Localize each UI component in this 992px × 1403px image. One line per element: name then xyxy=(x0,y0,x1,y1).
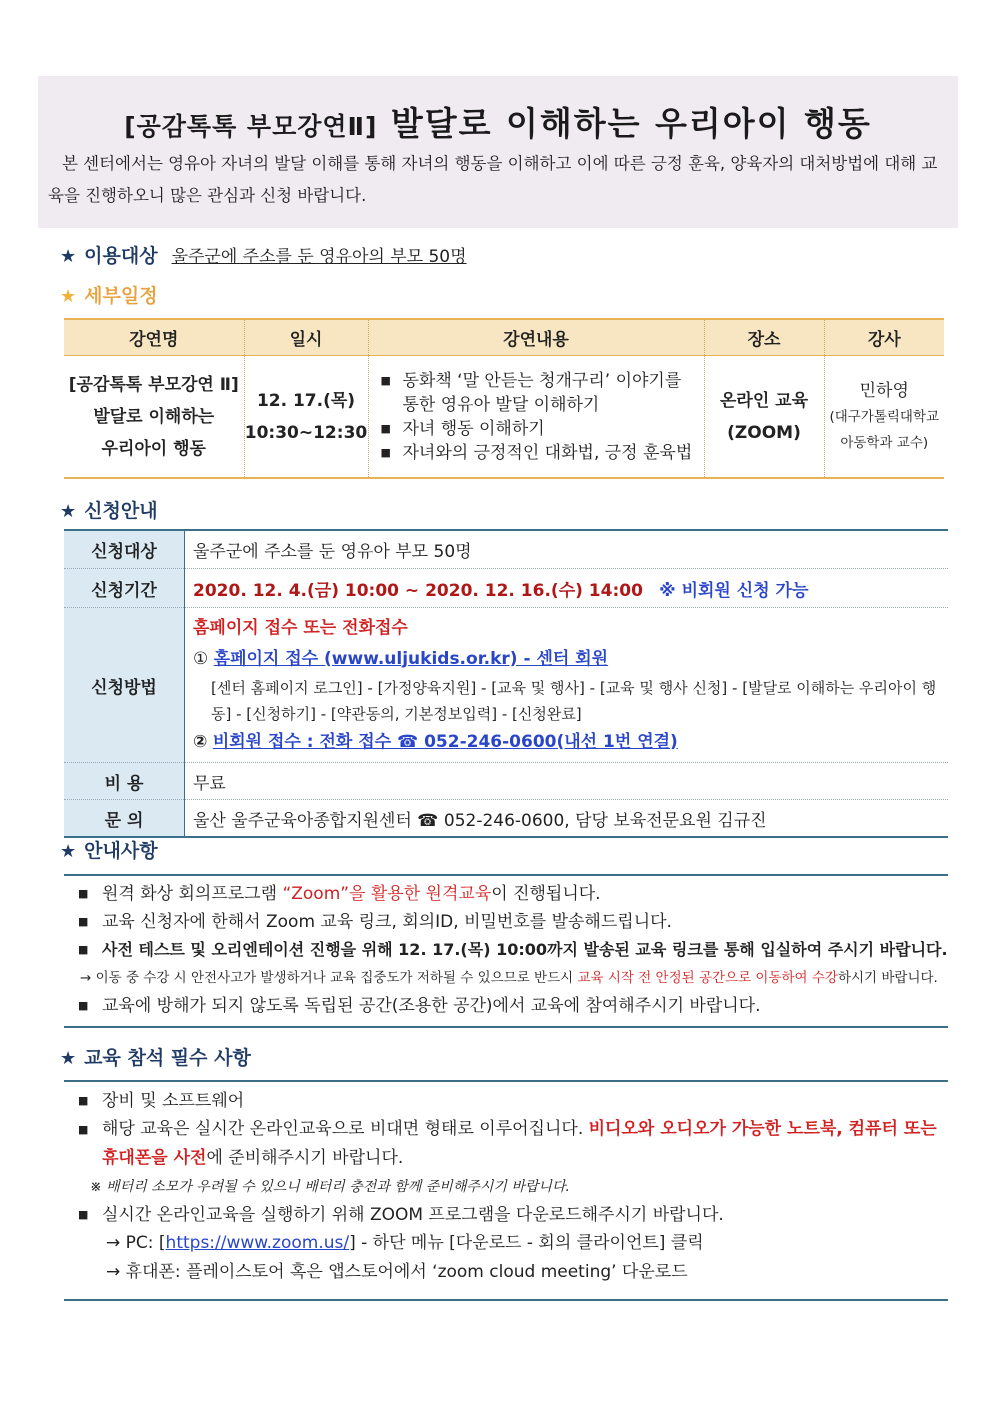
section-required-label: 교육 참석 필수 사항 xyxy=(84,1047,251,1069)
required-item: ■ 장비 및 소프트웨어 xyxy=(76,1087,956,1115)
notice-list xyxy=(76,880,956,1020)
notice-item-emphasis: ■ 사전 테스트 및 오리엔테이션 진행을 위해 12. 17.(목) 10:00까지 발송된 교육 링크를 통해 입실하여 주시기 바랍니다. xyxy=(76,936,956,964)
star-icon: ★ xyxy=(60,246,77,267)
section-apply-label: 신청안내 xyxy=(84,500,158,522)
lecture-content-cell xyxy=(368,356,704,479)
lecture-time: 10:30~12:30 xyxy=(244,422,368,443)
apply-row-fee xyxy=(64,763,948,800)
required-text: 에 준비해주시기 바랍니다. xyxy=(206,1148,404,1168)
schedule-col-place: 장소 xyxy=(704,319,824,356)
apply-row-target xyxy=(64,530,948,569)
apply-period-label: 신청기간 xyxy=(64,569,185,608)
method-head: 홈페이지 접수 또는 전화접수 xyxy=(193,617,408,638)
instructor-name: 민하영 xyxy=(859,380,909,401)
place-line: 온라인 교육 xyxy=(719,390,809,411)
apply-method-cell xyxy=(185,608,949,763)
star-icon: ★ xyxy=(60,286,77,307)
document-title xyxy=(38,98,958,145)
schedule-col-title: 강연명 xyxy=(64,319,244,356)
title-prefix: [공감톡톡 부모강연Ⅱ] xyxy=(124,112,378,141)
notice-item: ■ 교육 신청자에 한해서 Zoom 교육 링크, 회의ID, 비밀번호를 발송해드립니다. xyxy=(76,908,956,936)
section-required xyxy=(60,1043,251,1070)
notice-item xyxy=(76,880,956,908)
section-schedule-label: 세부일정 xyxy=(84,285,158,307)
notice-item: ■ 교육에 방해가 되지 않도록 독립된 공간(조용한 공간)에서 교육에 참여해주시기 바랍니다. xyxy=(76,992,956,1020)
schedule-header-row xyxy=(64,319,944,356)
section-apply xyxy=(60,496,158,523)
apply-period-cell xyxy=(185,569,949,608)
schedule-row xyxy=(64,356,944,479)
notice-text: 이 진행됩니다. xyxy=(491,884,601,904)
lecture-title-line: 발달로 이해하는 xyxy=(93,406,215,427)
apply-method-label: 신청방법 xyxy=(64,608,185,763)
lecture-date: 12. 17.(목) xyxy=(256,390,356,411)
battery-note: ※ 배터리 소모가 우려될 수 있으니 배터리 충전과 함께 준비해주시기 바랍니다. xyxy=(90,1179,570,1195)
pc-download-line xyxy=(76,1229,956,1258)
title-main: 발달로 이해하는 우리아이 행동 xyxy=(390,104,872,143)
notice-subnote-emphasis: 교육 시작 전 안정된 공간으로 이동하여 수강 xyxy=(577,970,838,986)
lecture-title-cell xyxy=(64,356,244,479)
lecture-place-cell xyxy=(704,356,824,479)
star-icon: ★ xyxy=(60,501,77,522)
required-item: ■ 실시간 온라인교육을 실행하기 위해 ZOOM 프로그램을 다운로드해주시기 바랍니다. xyxy=(76,1201,956,1229)
apply-contact-value: 울산 울주군육아종합지원센터 ☎ 052-246-0600, 담당 보육전문요원 김규진 xyxy=(193,810,767,831)
target-value: 울주군에 주소를 둔 영유아의 부모 50명 xyxy=(171,247,467,267)
apply-row-period xyxy=(64,569,948,608)
notice-text: 원격 화상 회의프로그램 xyxy=(102,884,283,904)
intro-text xyxy=(48,148,948,212)
apply-table xyxy=(64,529,948,838)
content-item: ■ 자녀 행동 이해하기 xyxy=(375,417,698,441)
instructor-affiliation: 아동학과 교수) xyxy=(840,434,929,451)
apply-fee-value: 무료 xyxy=(193,773,226,794)
schedule-col-instructor: 강사 xyxy=(824,319,944,356)
intro-paragraph: 본 센터에서는 영유아 자녀의 발달 이해를 통해 자녀의 행동을 이해하고 이에 따른 긍정 훈육, 양육자의 대처방법에 대해 교육을 진행하오니 많은 관심과 신청 바랍니다. xyxy=(48,154,938,205)
method-1-path: [센터 홈페이지 로그인] - [가정양육지원] - [교육 및 행사] - [교육 및 행사 신청] - [발달로 이해하는 우리아이 행동] - [신청하기] - [약관동의, 기본정보입력] - [신청완료] xyxy=(211,678,937,723)
required-bottom-rule xyxy=(64,1299,948,1301)
notice-emphasis: “Zoom”을 활용한 원격교육 xyxy=(282,884,492,904)
schedule-table xyxy=(64,318,944,479)
apply-period-value: 2020. 12. 4.(금) 10:00 ~ 2020. 12. 16.(수) 14:00 xyxy=(193,580,643,601)
schedule-col-content: 강연내용 xyxy=(368,319,704,356)
apply-contact-label: 문 의 xyxy=(64,800,185,838)
notice-subnote-text: → 이동 중 수강 시 안전사고가 발생하거나 교육 집중도가 저하될 수 있으므로 반드시 xyxy=(80,970,578,986)
apply-row-contact xyxy=(64,800,948,838)
lecture-title-line: 우리아이 행동 xyxy=(101,438,206,459)
instructor-cell xyxy=(824,356,944,479)
apply-period-note: ※ 비회원 신청 가능 xyxy=(659,580,809,601)
header-box xyxy=(38,76,958,228)
instructor-affiliation: (대구가톨릭대학교 xyxy=(829,408,940,425)
notice-subnote xyxy=(76,964,956,992)
lecture-date-cell xyxy=(244,356,368,479)
required-top-rule xyxy=(64,1080,948,1082)
method-2-line xyxy=(193,727,940,758)
method-2-number: ② xyxy=(193,731,208,752)
section-notice xyxy=(60,836,158,863)
lecture-title-line: [공감톡톡 부모강연 Ⅱ] xyxy=(68,374,239,395)
section-schedule xyxy=(60,281,158,308)
method-1-number: ① xyxy=(193,648,209,669)
star-icon: ★ xyxy=(60,841,77,862)
zoom-link[interactable]: https://www.zoom.us/ xyxy=(165,1233,350,1253)
pc-text: ] - 하단 메뉴 [다운로드 - 회의 클라이언트] 클릭 xyxy=(349,1233,704,1253)
content-item: ■ 자녀와의 긍정적인 대화법, 긍정 훈육법 xyxy=(375,441,698,465)
schedule-col-date: 일시 xyxy=(244,319,368,356)
apply-fee-label: 비 용 xyxy=(64,763,185,800)
required-item xyxy=(76,1115,942,1173)
place-line: (ZOOM) xyxy=(727,422,801,443)
pc-text: → PC: [ xyxy=(106,1233,166,1253)
notice-top-rule xyxy=(64,874,948,876)
required-emphasis: 비디오와 오디오가 가능한 노트북, 컴퓨터 또는 휴대폰을 사전 xyxy=(102,1119,937,1168)
star-icon: ★ xyxy=(60,1048,77,1069)
apply-target-value: 울주군에 주소를 둔 영유아 부모 50명 xyxy=(193,542,472,562)
notice-bottom-rule xyxy=(64,1026,948,1028)
method-1-line xyxy=(193,644,940,675)
homepage-link[interactable]: 홈페이지 접수 (www.uljukids.or.kr) - 센터 회원 xyxy=(213,648,609,669)
notice-subnote-text: 하시기 바랍니다. xyxy=(837,970,938,986)
phone-download-line: → 휴대폰: 플레이스토어 혹은 앱스토어에서 ‘zoom cloud meeting’ 다운로드 xyxy=(106,1262,688,1282)
phone-apply-link[interactable]: 비회원 접수 : 전화 접수 ☎ 052-246-0600(내선 1번 연결) xyxy=(212,731,678,752)
section-target xyxy=(60,241,467,268)
apply-row-method xyxy=(64,608,948,763)
content-item: ■ 동화책 ‘말 안듣는 청개구리’ 이야기를 통한 영유아 발달 이해하기 xyxy=(375,369,698,417)
section-notice-label: 안내사항 xyxy=(84,840,158,862)
required-text: 해당 교육은 실시간 온라인교육으로 비대면 형태로 이루어집니다. xyxy=(102,1119,589,1139)
required-list xyxy=(76,1087,956,1287)
section-target-label: 이용대상 xyxy=(84,245,158,267)
apply-target-label: 신청대상 xyxy=(64,530,185,569)
